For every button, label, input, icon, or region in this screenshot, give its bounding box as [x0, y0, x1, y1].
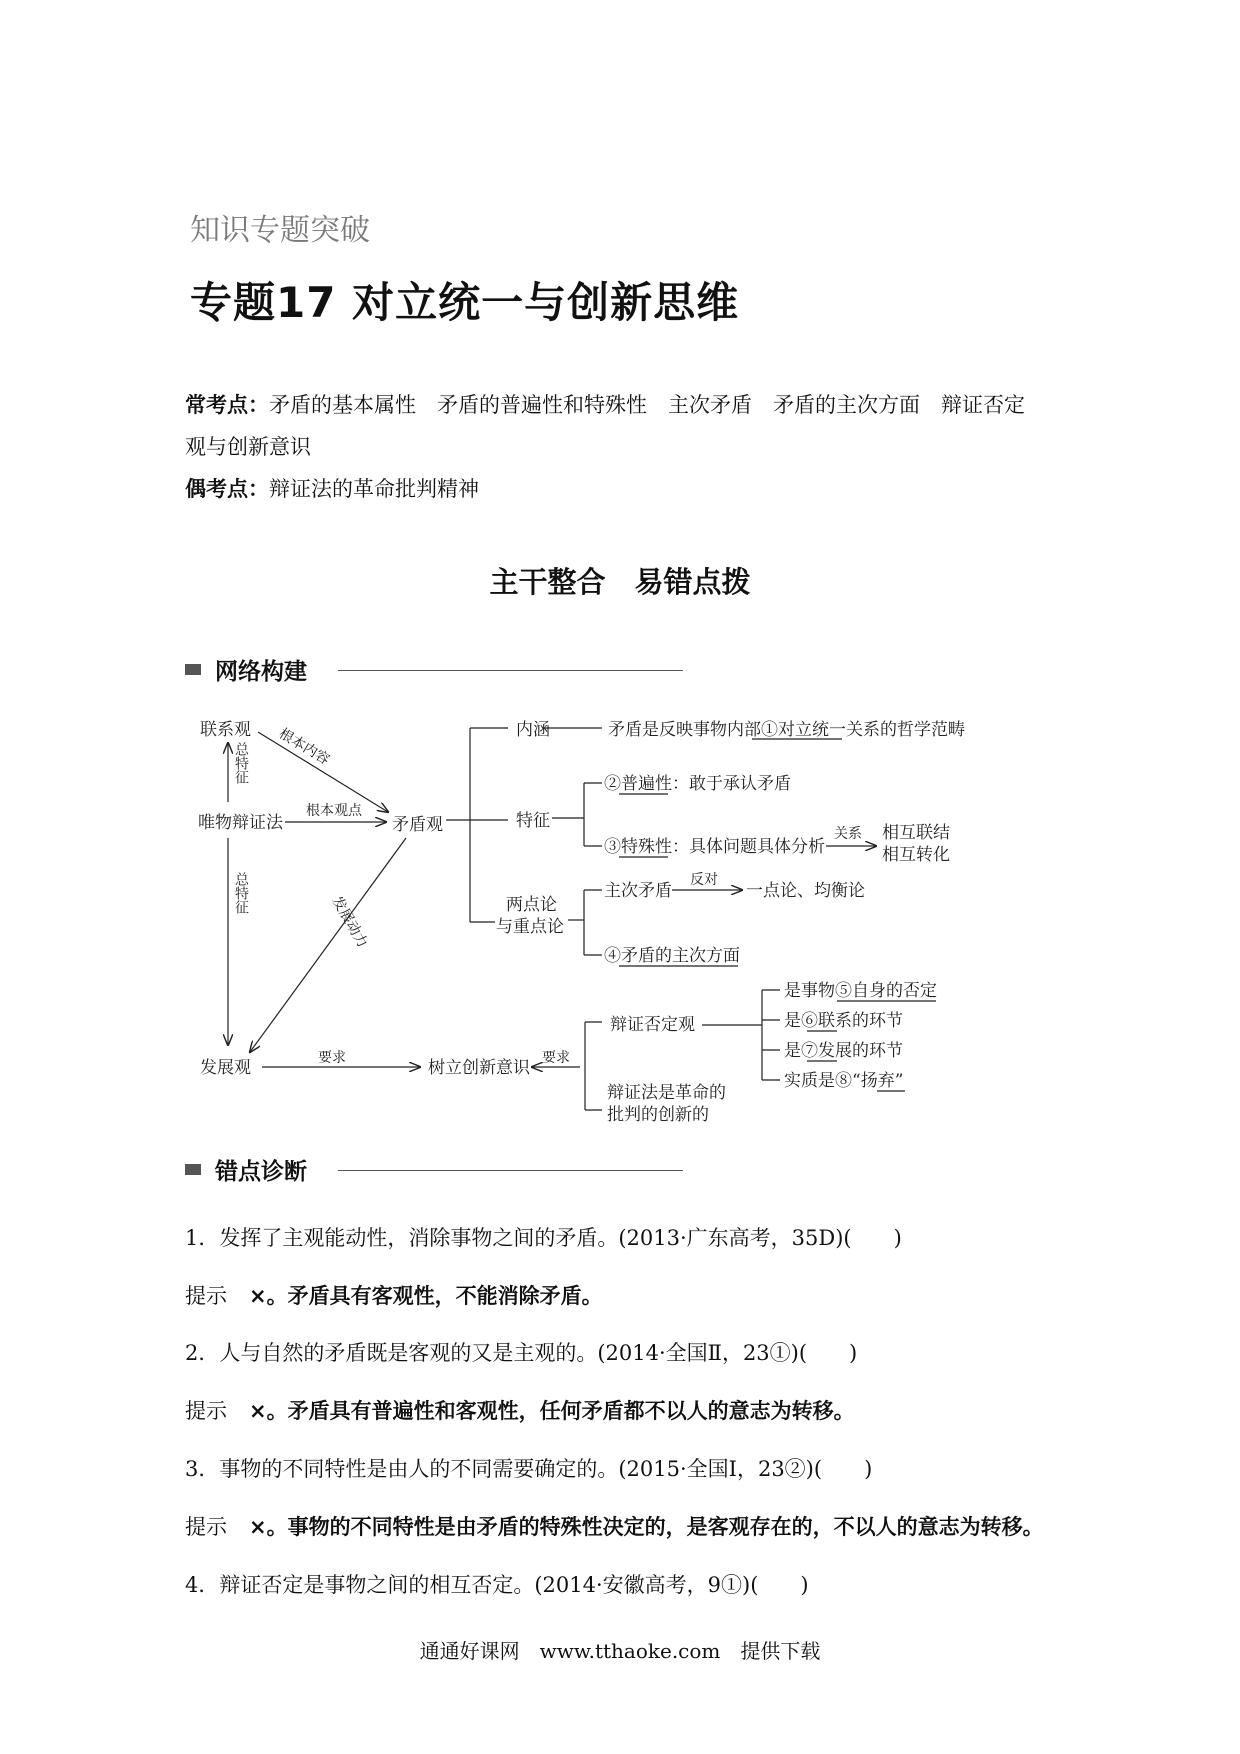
edge-fazhan-dongli: 发展动力 [328, 894, 371, 951]
maodun-fangmian-text: ④矛盾的主次方面 [604, 946, 740, 966]
edge-guanxi: 关系 [834, 826, 862, 842]
node-neihan: 内涵 [516, 720, 550, 740]
hint-answer: ×。事物的不同特性是由矛盾的特殊性决定的，是客观存在的，不以人的意志为转移。 [249, 1515, 1044, 1539]
edge-zong-tezheng-1: 总特征 [233, 742, 249, 784]
page-title: 专题17 对立统一与创新思维 [190, 278, 740, 327]
node-zhuci-maodun: 主次矛盾 [604, 881, 672, 901]
occasional-label: 偶考点： [185, 477, 269, 501]
fouding-2: 是⑥联系的环节 [784, 1011, 903, 1031]
node-liangdian-2: 与重点论 [496, 917, 564, 937]
question-3: 3．事物的不同特性是由人的不同需要确定的。(2015·全国Ⅰ，23②)( ) [185, 1457, 873, 1481]
question-1: 1．发挥了主观能动性，消除事物之间的矛盾。(2013·广东高考，35D)( ) [185, 1226, 902, 1250]
node-huxiang-lianjie: 相互联结 [882, 823, 950, 843]
fouding-1: 是事物⑤自身的否定 [784, 981, 937, 1001]
hint-label: 提示 [185, 1515, 227, 1539]
hint-3 [185, 1511, 1044, 1541]
pubianxing-text: ②普遍性：敢于承认矛盾 [604, 774, 791, 794]
node-shuli: 树立创新意识 [428, 1058, 530, 1078]
node-maodunguan: 矛盾观 [392, 815, 443, 835]
hint-2 [185, 1395, 855, 1425]
node-geming-1: 辩证法是革命的 [607, 1083, 726, 1103]
hint-label: 提示 [185, 1284, 227, 1308]
arrow-fazhan-dongli [250, 838, 406, 1052]
section-errors-rule [338, 1170, 683, 1171]
hint-label: 提示 [185, 1399, 227, 1423]
section-network-title: 网络构建 [215, 659, 307, 685]
edge-zong-tezheng-2: 总特征 [233, 872, 249, 914]
series-label: 知识专题突破 [190, 213, 370, 248]
node-yidianlun: 一点论、均衡论 [746, 881, 865, 901]
node-huxiang-zhuanhua: 相互转化 [882, 845, 950, 865]
edge-yaoqiu-2: 要求 [542, 1050, 570, 1066]
question-2: 2．人与自然的矛盾既是客观的又是主观的。(2014·全国Ⅱ，23①)( ) [185, 1341, 858, 1365]
edge-fandui: 反对 [690, 872, 718, 888]
node-lianxiguan: 联系观 [200, 720, 251, 740]
frequent-text: 矛盾的基本属性 矛盾的普遍性和特殊性 主次矛盾 矛盾的主次方面 辩证否定 [269, 393, 1025, 417]
hint-answer: ×。矛盾具有客观性，不能消除矛盾。 [249, 1284, 603, 1308]
section-marker-icon [185, 1164, 201, 1175]
fouding-4: 实质是⑧“扬弃” [784, 1071, 904, 1091]
node-weiwu: 唯物辩证法 [198, 813, 283, 833]
hint-answer: ×。矛盾具有普遍性和客观性，任何矛盾都不以人的意志为转移。 [249, 1399, 855, 1423]
hint-1 [185, 1280, 603, 1310]
edge-genben-guandian: 根本观点 [306, 803, 362, 819]
page-footer: 通通好课网 www.tthaoke.com 提供下载 [419, 1639, 821, 1663]
frequent-label: 常考点： [185, 393, 269, 417]
node-tezheng: 特征 [516, 811, 550, 831]
question-4: 4．辩证否定是事物之间的相互否定。(2014·安徽高考，9①)( ) [185, 1573, 809, 1597]
section-errors [185, 1153, 307, 1186]
occasional-text: 辩证法的革命批判精神 [269, 477, 479, 501]
node-bianzheng-fouding: 辩证否定观 [610, 1015, 695, 1035]
node-geming-2: 批判的创新的 [607, 1105, 709, 1125]
teshuxing-text: ③特殊性：具体问题具体分析 [604, 837, 825, 857]
edge-genben-neirong: 根本内容 [275, 725, 333, 769]
section-main-heading: 主干整合 易错点拨 [489, 565, 751, 599]
node-liangdian-1: 两点论 [506, 895, 557, 915]
frequent-points-cont: 观与创新意识 [185, 435, 311, 459]
node-fazhanguan: 发展观 [200, 1058, 251, 1078]
edge-yaoqiu-1: 要求 [318, 1050, 346, 1066]
neihan-text: 矛盾是反映事物内部①对立统一关系的哲学范畴 [608, 720, 965, 740]
fouding-3: 是⑦发展的环节 [784, 1041, 903, 1061]
arrow-genben-neirong [258, 732, 388, 812]
section-errors-title: 错点诊断 [215, 1159, 307, 1185]
